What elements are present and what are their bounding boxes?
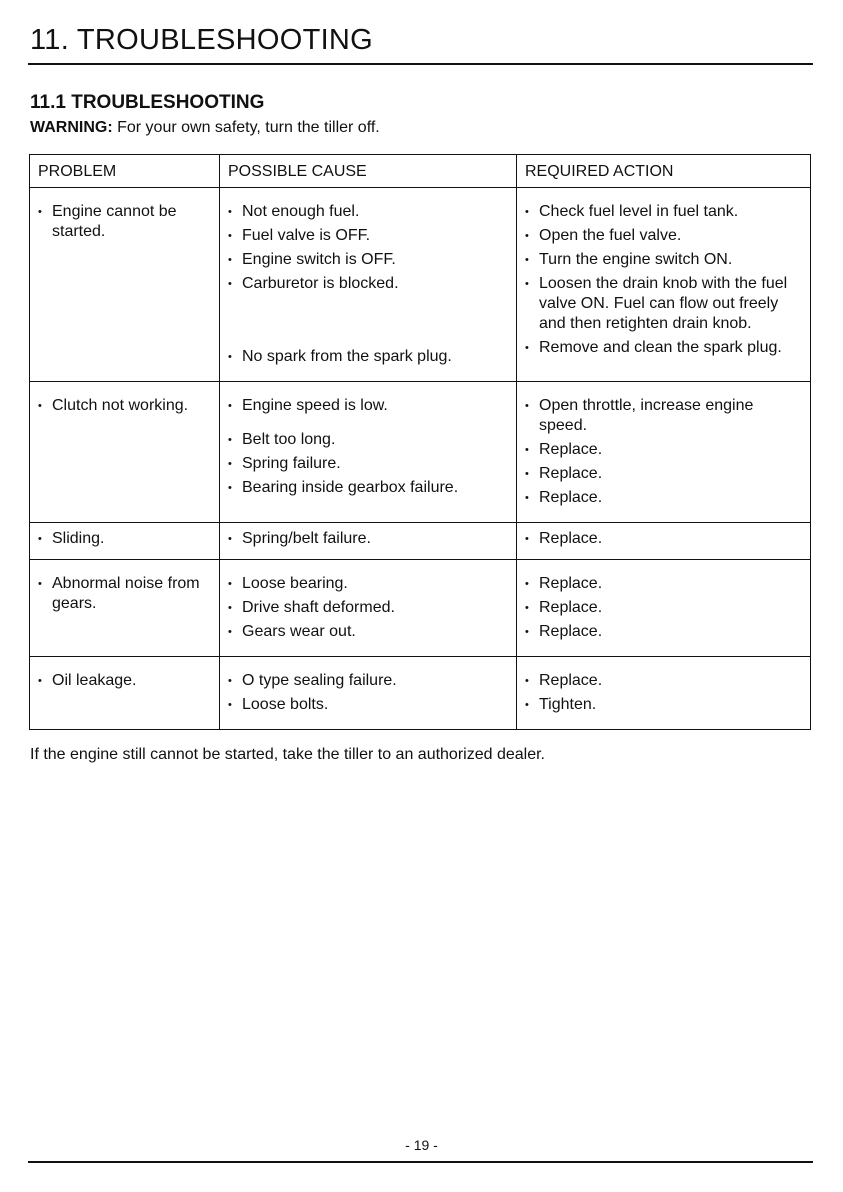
action-item: • Replace. — [525, 598, 804, 618]
cause-item: • Fuel valve is OFF. — [228, 226, 510, 246]
page-title: 11. TROUBLESHOOTING — [30, 24, 374, 56]
table-row — [30, 560, 811, 657]
problem-cell — [30, 382, 220, 523]
problem-item: • Oil leakage. — [38, 671, 213, 691]
problem-cell — [30, 188, 220, 382]
action-item: • Remove and clean the spark plug. — [525, 338, 804, 358]
bottom-divider — [28, 1161, 813, 1163]
action-cell — [517, 188, 811, 382]
problem-item: • Clutch not working. — [38, 396, 213, 416]
warning-notice — [30, 119, 380, 137]
action-item: • Tighten. — [525, 695, 804, 715]
cause-item: • Loose bolts. — [228, 695, 510, 715]
cause-item: • Engine switch is OFF. — [228, 250, 510, 270]
warning-label: WARNING: — [30, 119, 113, 136]
page-number: - 19 - — [405, 1137, 438, 1153]
action-item: • Check fuel level in fuel tank. — [525, 202, 804, 222]
cause-item: • Loose bearing. — [228, 574, 510, 594]
action-item: • Replace. — [525, 529, 804, 549]
action-item: • Replace. — [525, 622, 804, 642]
cause-cell — [220, 657, 517, 730]
cause-item: • Drive shaft deformed. — [228, 598, 510, 618]
action-item: • Replace. — [525, 440, 804, 460]
action-cell — [517, 523, 811, 560]
cause-item: • Gears wear out. — [228, 622, 510, 642]
cause-item: • O type sealing failure. — [228, 671, 510, 691]
cause-item: • Not enough fuel. — [228, 202, 510, 222]
problem-cell — [30, 523, 220, 560]
table-header-row — [30, 155, 811, 188]
table-row — [30, 188, 811, 382]
table-row — [30, 523, 811, 560]
cause-cell — [220, 560, 517, 657]
warning-text: For your own safety, turn the tiller off. — [112, 119, 380, 136]
table-row — [30, 382, 811, 523]
cause-item: • Spring failure. — [228, 454, 510, 474]
action-item: • Replace. — [525, 464, 804, 484]
header-problem: PROBLEM — [30, 155, 220, 188]
cause-item: • Belt too long. — [228, 430, 510, 450]
action-item: • Open throttle, increase engine speed. — [525, 396, 804, 436]
action-cell — [517, 382, 811, 523]
problem-item: • Abnormal noise from gears. — [38, 574, 213, 614]
action-item: • Replace. — [525, 488, 804, 508]
cause-cell — [220, 188, 517, 382]
action-cell — [517, 560, 811, 657]
table-row — [30, 657, 811, 730]
problem-cell — [30, 560, 220, 657]
cause-item: • Engine speed is low. — [228, 396, 510, 416]
action-item: • Open the fuel valve. — [525, 226, 804, 246]
cause-item: • No spark from the spark plug. — [228, 347, 510, 367]
troubleshooting-table — [29, 154, 811, 730]
footer-note: If the engine still cannot be started, take the tiller to an authorized dealer. — [30, 746, 545, 763]
problem-cell — [30, 657, 220, 730]
header-possible-cause: POSSIBLE CAUSE — [220, 155, 517, 188]
cause-cell — [220, 523, 517, 560]
action-cell — [517, 657, 811, 730]
action-item: • Turn the engine switch ON. — [525, 250, 804, 270]
cause-item: • Spring/belt failure. — [228, 529, 510, 549]
header-required-action: REQUIRED ACTION — [517, 155, 811, 188]
cause-item: • Carburetor is blocked. — [228, 274, 510, 294]
cause-cell — [220, 382, 517, 523]
cause-item: • Bearing inside gearbox failure. — [228, 478, 510, 498]
action-item: • Replace. — [525, 574, 804, 594]
action-item: • Loosen the drain knob with the fuel valve ON. Fuel can flow out freely and then retighten drain knob. — [525, 274, 804, 334]
title-divider — [28, 63, 813, 65]
section-heading: 11.1 TROUBLESHOOTING — [30, 92, 265, 113]
problem-item: • Engine cannot be started. — [38, 202, 213, 242]
problem-item: • Sliding. — [38, 529, 213, 549]
action-item: • Replace. — [525, 671, 804, 691]
